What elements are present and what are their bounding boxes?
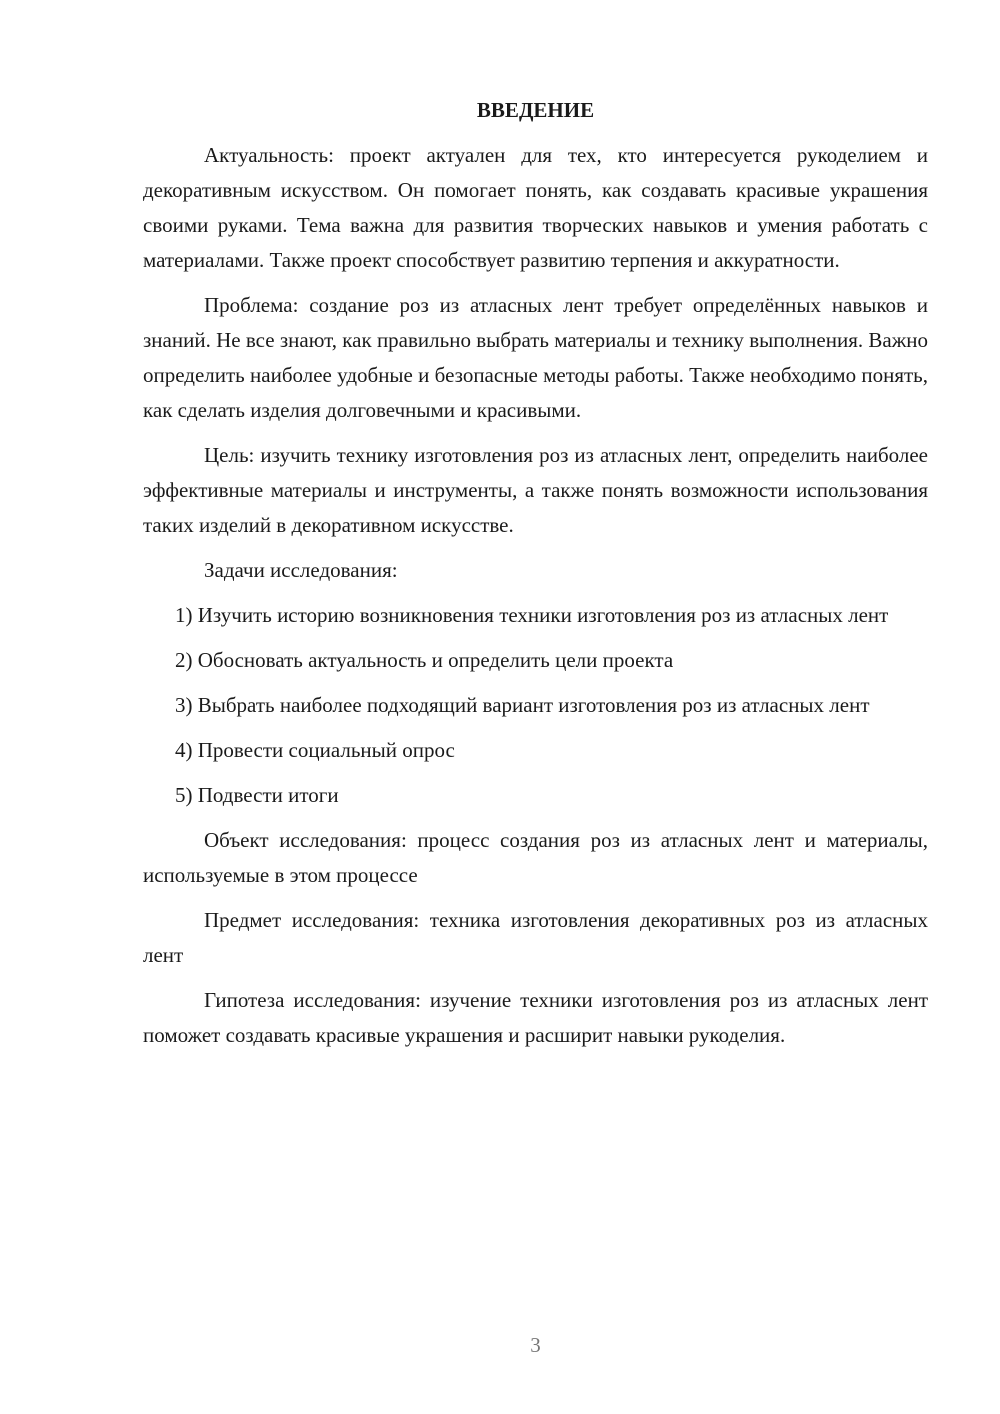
hypothesis-paragraph: Гипотеза исследования: изучение техники изготовления роз из атласных лент поможет создавать красивые украшения и расширит навыки рукоделия. [143,988,928,1047]
task-item: 4) Провести социальный опрос [175,738,455,762]
subject-paragraph: Предмет исследования: техника изготовления декоративных роз из атласных лент [143,908,928,967]
task-item: 5) Подвести итоги [175,783,339,807]
goal-paragraph: Цель: изучить технику изготовления роз из атласных лент, определить наиболее эффективные материалы и инструменты, а также понять возможности использования таких изделий в декоративном искусстве. [143,443,928,537]
page-title: ВВЕДЕНИЕ [476,98,595,122]
task-item: 3) Выбрать наиболее подходящий вариант изготовления роз из атласных лент [175,693,870,717]
page-content [143,93,928,1053]
task-item: 2) Обосновать актуальность и определить цели проекта [175,648,674,672]
tasks-heading: Задачи исследования: [204,558,398,582]
tasks-list [143,598,928,813]
task-item: 1) Изучить историю возникновения техники изготовления роз из атласных лент [175,603,889,627]
relevance-paragraph: Актуальность: проект актуален для тех, кто интересуется рукоделием и декоративным искусством. Он помогает понять, как создавать красивые украшения своими руками. Тема важна для развития творческих навыков и умения работать с материалами. Также проект способствует развитию терпения и аккуратности. [143,143,928,272]
problem-paragraph: Проблема: создание роз из атласных лент требует определённых навыков и знаний. Не все знают, как правильно выбрать материалы и технику выполнения. Важно определить наиболее удобные и безопасные методы работы. Также необходимо понять, как сделать изделия долговечными и красивыми. [143,293,928,422]
object-paragraph: Объект исследования: процесс создания роз из атласных лент и материалы, используемые в этом процессе [143,828,928,887]
page-number: 3 [530,1333,541,1357]
